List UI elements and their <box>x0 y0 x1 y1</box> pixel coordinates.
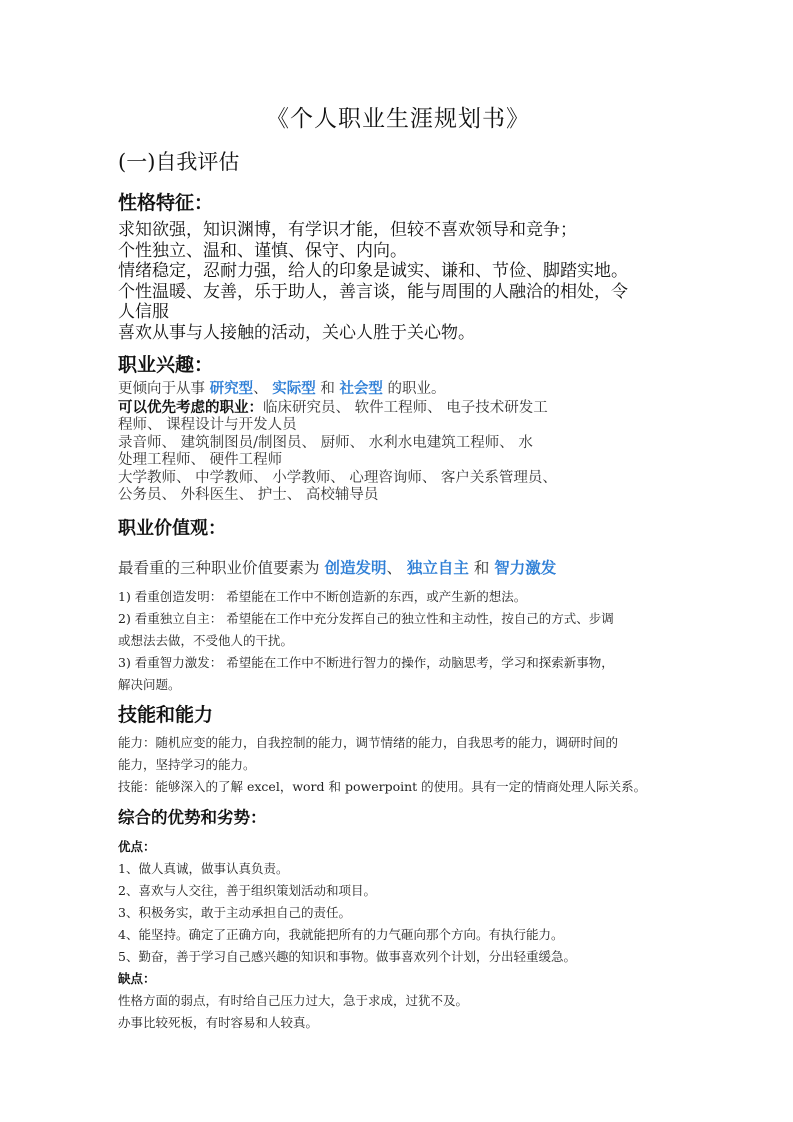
value-item: 解决问题。 <box>118 677 181 692</box>
values-intro: 最看重的三种职业价值要素为 <box>118 559 325 577</box>
pros-item: 2、喜欢与人交往，善于组织策划活动和项目。 <box>118 883 376 898</box>
personality-line: 喜欢从事与人接触的活动，关心人胜于关心物。 <box>118 322 475 343</box>
pros-item: 4、能坚持。确定了正确方向，我就能把所有的力气砸向那个方向。有执行能力。 <box>118 927 564 942</box>
values-and: 和 <box>468 559 495 577</box>
jobs-line: 处理工程师、 硬件工程师 <box>118 452 283 468</box>
personality-line: 个性独立、温和、谨慎、保守、内向。 <box>118 240 407 261</box>
personality-line: 求知欲强，知识渊博，有学识才能，但较不喜欢领导和竞争； <box>118 220 577 240</box>
interest-summary <box>118 380 678 399</box>
values-heading: 职业价值观： <box>118 518 226 539</box>
value-item: 3) 看重智力激发： 希望能在工作中不断进行智力的操作，动脑思考，学习和探索新事物， <box>118 655 614 670</box>
interest-type-research: 研究型 <box>209 380 254 397</box>
interest-type-realistic: 实际型 <box>272 380 316 397</box>
value-item: 或想法去做，不受他人的干扰。 <box>118 633 294 648</box>
summary-heading: 综合的优势和劣势： <box>118 808 267 827</box>
jobs-line: 大学教师、 中学教师、 小学教师、 心理咨询师、 客户关系管理员、 <box>118 469 557 486</box>
cons-item: 办事比较死板，有时容易和人较真。 <box>118 1015 319 1030</box>
jobs-text: 临床研究员、 软件工程师、 电子技术研发工 <box>263 399 548 416</box>
pros-item: 5、勤奋，善于学习自己感兴趣的知识和事物。做事喜欢列个计划，分出轻重缓急。 <box>118 949 576 964</box>
interest-pre: 更倾向于从事 <box>118 381 210 397</box>
interest-heading: 职业兴趣： <box>118 354 214 376</box>
values-summary <box>118 556 556 578</box>
value-intellect: 智力激发 <box>494 558 557 577</box>
jobs-line: 程师、 课程设计与开发人员 <box>118 417 297 433</box>
personality-heading: 性格特征： <box>118 192 214 214</box>
jobs-line: 录音师、 建筑制图员/制图员、 厨师、 水利水电建筑工程师、 水 <box>118 434 533 451</box>
pros-item: 3、积极务实，敢于主动承担自己的责任。 <box>118 905 351 920</box>
values-details <box>118 586 678 696</box>
interest-and: 和 <box>315 381 340 397</box>
pros-label: 优点： <box>118 839 156 854</box>
personality-line: 情绪稳定，忍耐力强，给人的印象是诚实、谦和、节俭、脚踏实地。 <box>118 261 628 281</box>
skills-text <box>118 732 678 798</box>
interest-type-social: 社会型 <box>339 380 383 397</box>
skills-line: 能力，坚持学习的能力。 <box>118 757 256 772</box>
interest-sep: 、 <box>253 381 273 397</box>
interest-text <box>118 380 678 505</box>
personality-text <box>118 220 678 343</box>
personality-line: 人信服 <box>118 302 169 322</box>
skills-line: 技能：能够深入的了解 excel，word 和 powerpoint 的使用。具有一定的情商处理人际关系。 <box>118 779 647 794</box>
summary-text <box>118 836 678 1034</box>
value-creativity: 创造发明 <box>324 558 387 577</box>
jobs-label: 可以优先考虑的职业： <box>118 398 263 416</box>
value-item: 2) 看重独立自主： 希望能在工作中充分发挥自己的独立性和主动性，按自己的方式、步调 <box>118 611 614 626</box>
cons-item: 性格方面的弱点，有时给自己压力过大，急于求成，过犹不及。 <box>118 993 469 1008</box>
skills-heading: 技能和能力 <box>118 704 214 726</box>
value-independence: 独立自主 <box>406 558 469 577</box>
document-title: 《个人职业生涯规划书》 <box>266 106 530 132</box>
skills-line: 能力：随机应变的能力，自我控制的能力，调节情绪的能力，自我思考的能力，调研时间的 <box>118 735 619 750</box>
personality-line: 个性温暖、友善，乐于助人，善言谈，能与周围的人融洽的相处，令 <box>118 281 628 302</box>
section-heading-self-assessment: (一)自我评估 <box>118 150 240 174</box>
cons-label: 缺点： <box>118 971 156 986</box>
jobs-line: 公务员、 外科医生、 护士、 高校辅导员 <box>118 487 379 503</box>
values-sep: 、 <box>386 559 407 577</box>
jobs-line <box>118 399 678 418</box>
interest-post: 的职业。 <box>382 381 446 397</box>
value-item: 1) 看重创造发明： 希望能在工作中不断创造新的东西，或产生新的想法。 <box>118 589 527 604</box>
pros-item: 1、做人真诚，做事认真负责。 <box>118 861 289 876</box>
